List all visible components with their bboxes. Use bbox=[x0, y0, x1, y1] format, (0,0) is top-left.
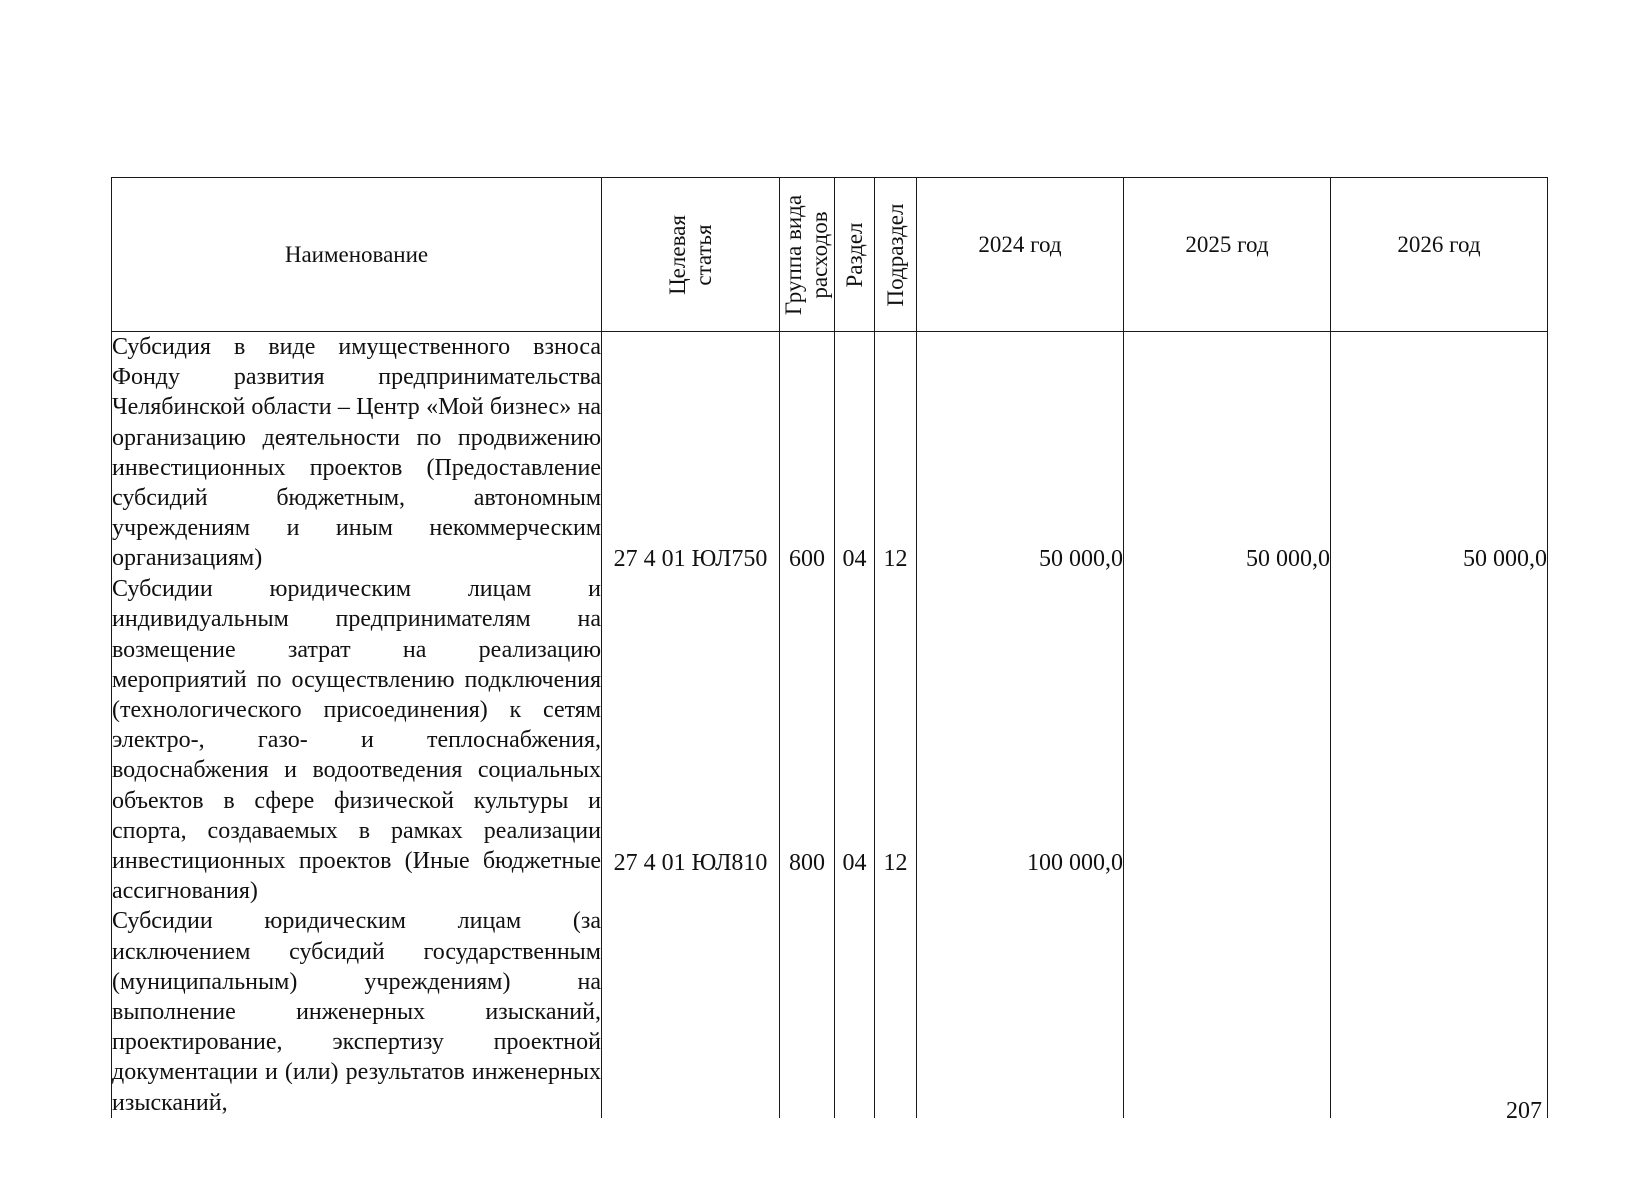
header-target-article bbox=[602, 178, 780, 332]
row-value-2026 bbox=[1331, 906, 1548, 1117]
header-expense-group-line2: расходов bbox=[807, 210, 832, 299]
header-expense-group bbox=[780, 178, 835, 332]
budget-table bbox=[111, 177, 1548, 1118]
row-name: Субсидии юридическим лицам и индивидуальным предпринимателям на возмещение затрат на реализацию мероприятий по осуществлению подключения (технологического присоединения) к сетям электро-, газо- и теплоснабжения, водоснабжения и водоотведения социальных объектов в сфере физической культуры и спорта, создаваемых в рамках реализации инвестиционных проектов (Иные бюджетные ассигнования) bbox=[112, 574, 602, 906]
header-year-2024: 2024 год bbox=[917, 178, 1124, 332]
header-row bbox=[112, 178, 1548, 332]
row-value-2026: 50 000,0 bbox=[1331, 332, 1548, 575]
row-target-article bbox=[602, 906, 780, 1117]
page-number: 207 bbox=[1506, 1098, 1542, 1124]
row-value-2024 bbox=[917, 906, 1124, 1117]
row-section: 04 bbox=[835, 332, 875, 575]
header-expense-group-line1: Группа вида bbox=[781, 194, 806, 315]
header-name: Наименование bbox=[112, 178, 602, 332]
row-name: Субсидия в виде имущественного взноса Фонду развития предпринимательства Челябинской области – Центр «Мой бизнес» на организацию деятельности по продвижению инвестиционных проектов (Предоставление субсидий бюджетным, автономным учреждениям и иным некоммерческим организациям) bbox=[112, 332, 602, 575]
row-expense-group bbox=[780, 906, 835, 1117]
row-value-2026 bbox=[1331, 574, 1548, 906]
row-section bbox=[835, 906, 875, 1117]
row-expense-group: 800 bbox=[780, 574, 835, 906]
header-subsection: Подраздел bbox=[875, 178, 917, 332]
row-value-2025: 50 000,0 bbox=[1124, 332, 1331, 575]
row-value-2025 bbox=[1124, 574, 1331, 906]
table-row bbox=[112, 906, 1548, 1117]
table-row bbox=[112, 574, 1548, 906]
row-value-2024: 100 000,0 bbox=[917, 574, 1124, 906]
row-target-article: 27 4 01 ЮЛ810 bbox=[602, 574, 780, 906]
row-subsection: 12 bbox=[875, 574, 917, 906]
row-subsection: 12 bbox=[875, 332, 917, 575]
header-year-2026: 2026 год bbox=[1331, 178, 1548, 332]
header-target-line1: Целевая bbox=[664, 214, 690, 295]
header-year-2025: 2025 год bbox=[1124, 178, 1331, 332]
row-value-2024: 50 000,0 bbox=[917, 332, 1124, 575]
row-subsection bbox=[875, 906, 917, 1117]
row-target-article: 27 4 01 ЮЛ750 bbox=[602, 332, 780, 575]
row-name: Субсидии юридическим лицам (за исключением субсидий государственным (муниципальным) учреждениям) на выполнение инженерных изысканий, проектирование, экспертизу проектной документации и (или) результатов инженерных изысканий, bbox=[112, 906, 602, 1117]
table-row bbox=[112, 332, 1548, 575]
row-value-2025 bbox=[1124, 906, 1331, 1117]
header-section: Раздел bbox=[835, 178, 875, 332]
row-expense-group: 600 bbox=[780, 332, 835, 575]
header-target-line2: статья bbox=[690, 223, 716, 286]
row-section: 04 bbox=[835, 574, 875, 906]
